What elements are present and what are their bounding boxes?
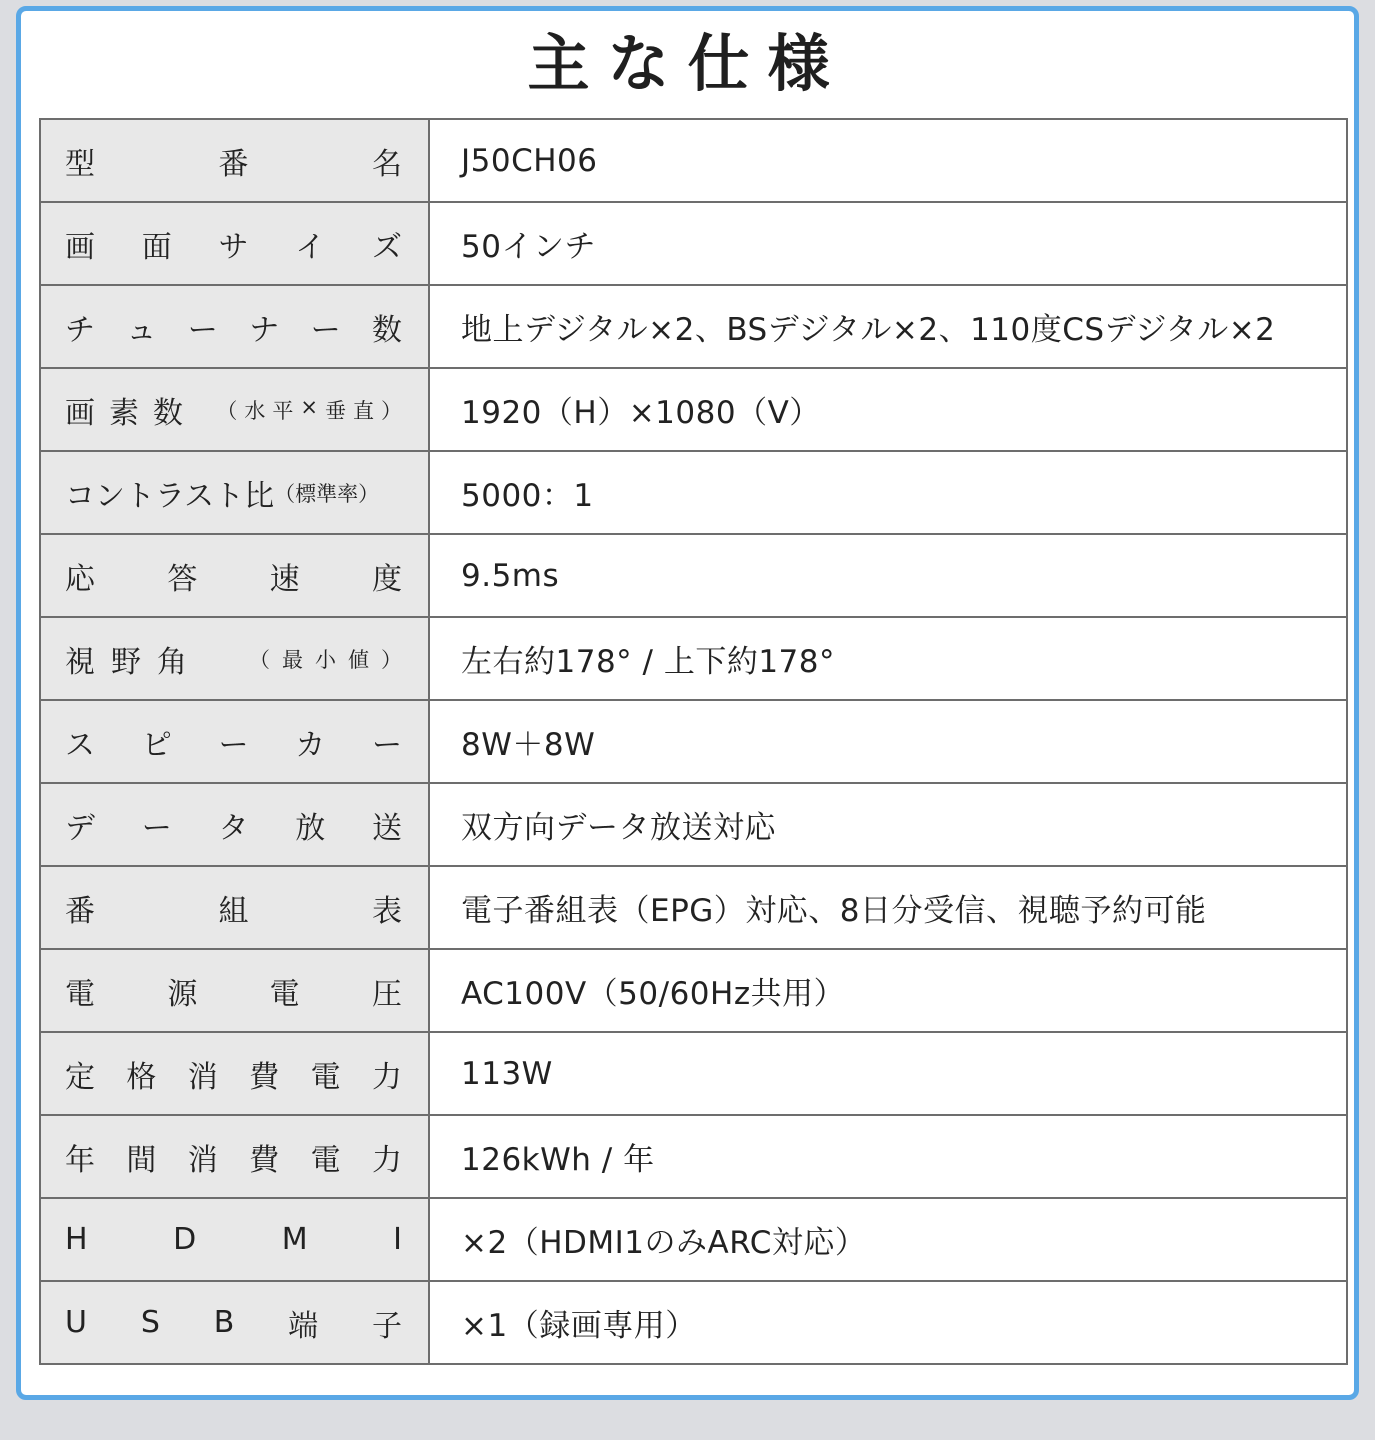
- row-label-text: 応 答 速 度: [65, 561, 402, 597]
- row-value: 電子番組表（EPG）対応、8日分受信、視聴予約可能: [429, 866, 1347, 949]
- table-row: [40, 119, 1347, 202]
- row-label-text: U S B 端 子: [65, 1305, 402, 1344]
- row-label-note: （ 水 平 × 垂 直 ）: [216, 394, 402, 423]
- row-value: J50CH06: [429, 119, 1347, 202]
- row-label-text: 年 間 消 費 電 力: [65, 1142, 402, 1178]
- table-row: [40, 866, 1347, 949]
- row-label: [40, 1198, 429, 1281]
- row-label-text: コントラスト比: [65, 478, 275, 514]
- row-label-text: 定 格 消 費 電 力: [65, 1059, 402, 1095]
- page-title: 主な仕様: [527, 27, 848, 100]
- row-label: [40, 866, 429, 949]
- row-label-text: 番 組 表: [65, 893, 402, 929]
- row-label: [40, 1281, 429, 1364]
- row-value: 113W: [429, 1032, 1347, 1115]
- row-value: 双方向データ放送対応: [429, 783, 1347, 866]
- row-label: [40, 119, 429, 202]
- spec-table: [39, 118, 1348, 1365]
- row-label-text: 画 素 数: [65, 395, 183, 431]
- row-label-text: H D M I: [65, 1222, 402, 1257]
- table-row: [40, 534, 1347, 617]
- table-row: [40, 1198, 1347, 1281]
- row-label: [40, 202, 429, 285]
- row-label-note: （ 最 小 値 ）: [249, 647, 402, 672]
- row-label: [40, 285, 429, 368]
- table-row: [40, 368, 1347, 451]
- row-value: 8W＋8W: [429, 700, 1347, 783]
- row-label: [40, 368, 429, 451]
- spec-sheet-frame: [16, 6, 1359, 1400]
- row-label-text: 電 源 電 圧: [65, 976, 402, 1012]
- row-label: [40, 617, 429, 700]
- row-value: 左右約178° / 上下約178°: [429, 617, 1347, 700]
- table-row: [40, 700, 1347, 783]
- row-value: 1920（H）×1080（V）: [429, 368, 1347, 451]
- row-label: [40, 534, 429, 617]
- row-value: 126kWh / 年: [429, 1115, 1347, 1198]
- row-label: [40, 451, 429, 534]
- table-row: [40, 1032, 1347, 1115]
- row-value: AC100V（50/60Hz共用）: [429, 949, 1347, 1032]
- row-label-text: 視 野 角: [65, 644, 187, 680]
- row-label: [40, 949, 429, 1032]
- table-row: [40, 285, 1347, 368]
- row-value: ×2（HDMI1のみARC対応）: [429, 1198, 1347, 1281]
- row-value: 地上デジタル×2、BSデジタル×2、110度CSデジタル×2: [429, 285, 1347, 368]
- table-row: [40, 617, 1347, 700]
- row-label-text: ス ピ ー カ ー: [65, 727, 402, 763]
- row-label-text: デ ー タ 放 送: [65, 810, 402, 846]
- row-label: [40, 1115, 429, 1198]
- table-row: [40, 451, 1347, 534]
- row-label-text: 型 番 名: [65, 146, 402, 182]
- row-value: 5000：1: [429, 451, 1347, 534]
- table-row: [40, 783, 1347, 866]
- table-row: [40, 202, 1347, 285]
- row-label-text: 画 面 サ イ ズ: [65, 229, 402, 265]
- row-value: 50インチ: [429, 202, 1347, 285]
- table-row: [40, 1115, 1347, 1198]
- row-label-note: （標準率）: [274, 481, 380, 506]
- row-label: [40, 700, 429, 783]
- row-label: [40, 1032, 429, 1115]
- row-value: ×1（録画専用）: [429, 1281, 1347, 1364]
- table-row: [40, 1281, 1347, 1364]
- row-label: [40, 783, 429, 866]
- row-label-text: チ ュ ー ナ ー 数: [65, 312, 402, 348]
- row-value: 9.5ms: [429, 534, 1347, 617]
- table-row: [40, 949, 1347, 1032]
